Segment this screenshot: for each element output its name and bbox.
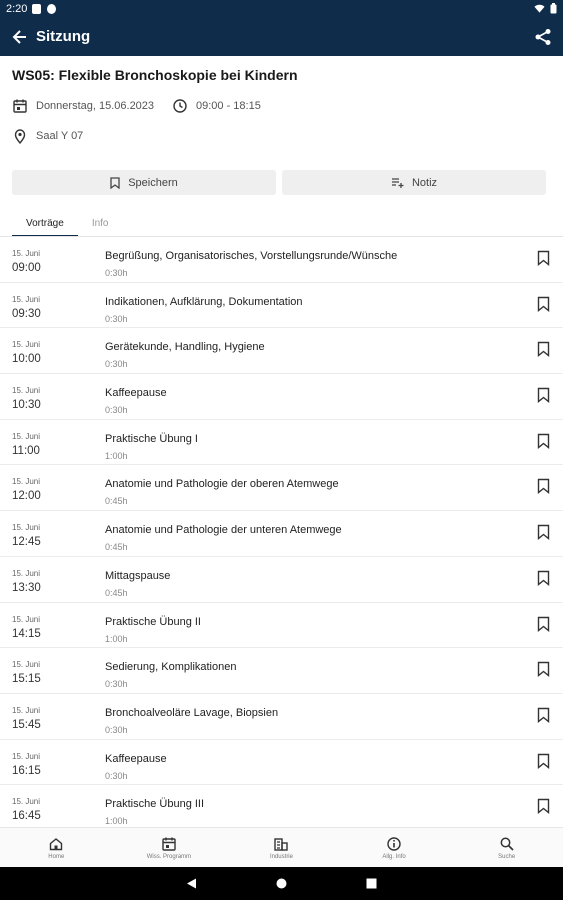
talk-time: 13:30	[12, 581, 41, 594]
talk-title: Praktische Übung I	[105, 432, 198, 445]
talk-duration: 0:45h	[105, 542, 128, 553]
talk-row[interactable]	[0, 420, 563, 466]
talk-time: 12:45	[12, 536, 41, 549]
session-tabs	[12, 212, 123, 237]
talk-duration: 1:00h	[105, 816, 128, 827]
talk-date: 15. Juni	[12, 797, 41, 807]
talk-time: 09:00	[12, 262, 41, 274]
share-icon[interactable]	[533, 27, 553, 47]
app-bar-title: Sitzung	[36, 28, 91, 45]
home-icon	[48, 836, 64, 852]
talk-row[interactable]	[0, 785, 563, 827]
bookmark-icon[interactable]	[537, 296, 550, 312]
talk-time: 09:30	[12, 307, 41, 320]
note-button-label: Notiz	[411, 176, 438, 189]
action-buttons	[12, 170, 546, 195]
bookmark-icon[interactable]	[537, 570, 550, 586]
system-home-icon[interactable]	[276, 878, 287, 889]
bookmark-icon[interactable]	[537, 616, 550, 632]
talk-row[interactable]	[0, 328, 563, 374]
nav-industry-label: Industrie	[269, 853, 293, 860]
talk-title: Praktische Übung III	[105, 798, 205, 811]
talk-title: Anatomie und Pathologie der oberen Atemwege	[105, 478, 339, 491]
talk-row[interactable]	[0, 283, 563, 329]
bookmark-icon[interactable]	[537, 478, 550, 494]
bookmark-icon[interactable]	[537, 433, 550, 449]
bookmark-icon[interactable]	[537, 387, 550, 403]
talk-time: 15:15	[12, 673, 41, 686]
note-add-icon	[391, 177, 404, 189]
talk-duration: 0:30h	[105, 359, 128, 370]
back-arrow-icon[interactable]	[10, 27, 30, 47]
sync-icon	[47, 4, 56, 14]
talk-row[interactable]	[0, 740, 563, 786]
talk-row[interactable]	[0, 511, 563, 557]
nav-general-info-label: Allg. Info	[382, 853, 406, 860]
talk-time: 15:45	[12, 718, 41, 731]
save-button-label: Speichern	[128, 176, 178, 189]
talk-date: 15. Juni	[12, 660, 41, 670]
talk-date: 15. Juni	[12, 294, 41, 304]
talk-duration: 0:30h	[105, 313, 128, 324]
nav-general-info[interactable]	[338, 828, 451, 867]
tab-info[interactable]: Info	[91, 218, 109, 229]
talk-date: 15. Juni	[12, 477, 41, 487]
bookmark-icon[interactable]	[537, 341, 550, 357]
status-time: 2:20	[6, 3, 28, 15]
talk-time: 11:00	[12, 444, 40, 457]
talk-time: 14:15	[12, 627, 41, 640]
nav-program-label: Wiss. Programm	[146, 853, 192, 860]
system-navigation-bar	[0, 867, 563, 900]
talk-time: 16:15	[12, 764, 41, 777]
talk-title: Begrüßung, Organisatorisches, Vorstellungsrunde/Wünsche	[105, 250, 398, 262]
nav-home[interactable]	[0, 828, 113, 867]
session-room-row	[12, 128, 83, 144]
session-date-row	[12, 98, 154, 114]
building-icon	[273, 836, 289, 852]
talk-duration: 0:30h	[105, 405, 128, 416]
talk-date: 15. Juni	[12, 340, 41, 350]
bottom-navigation	[0, 827, 563, 867]
talk-time: 10:00	[12, 353, 41, 366]
calendar-icon	[12, 98, 28, 114]
system-back-icon[interactable]	[186, 878, 197, 889]
talk-row[interactable]	[0, 648, 563, 694]
talk-row[interactable]	[0, 557, 563, 603]
talk-duration: 0:30h	[105, 724, 128, 735]
talk-title: Gerätekunde, Handling, Hygiene	[105, 341, 265, 354]
talk-title: Bronchoalveoläre Lavage, Biopsien	[105, 706, 279, 719]
session-date: Donnerstag, 15.06.2023	[36, 100, 155, 112]
talk-list	[0, 237, 563, 827]
note-button[interactable]	[282, 170, 546, 195]
info-icon	[386, 836, 402, 852]
talk-time: 12:00	[12, 490, 41, 503]
talk-duration: 0:45h	[105, 587, 128, 598]
talk-date: 15. Juni	[12, 249, 41, 258]
talk-duration: 1:00h	[105, 633, 128, 644]
talk-date: 15. Juni	[12, 568, 41, 578]
search-icon	[499, 836, 515, 852]
bookmark-icon[interactable]	[537, 753, 550, 769]
talk-date: 15. Juni	[12, 614, 41, 624]
talk-duration: 0:30h	[105, 679, 128, 690]
app-bar	[0, 18, 563, 56]
nav-industry[interactable]	[225, 828, 338, 867]
talk-title: Mittagspause	[105, 569, 171, 582]
bookmark-icon[interactable]	[537, 661, 550, 677]
system-recents-icon[interactable]	[366, 878, 377, 889]
talk-title: Kaffeepause	[105, 387, 167, 400]
talk-title: Anatomie und Pathologie der unteren Atemwege	[105, 524, 342, 537]
nav-home-label: Home	[48, 853, 65, 860]
wifi-icon	[534, 4, 545, 14]
talk-date: 15. Juni	[12, 705, 41, 715]
talk-date: 15. Juni	[12, 431, 41, 441]
talk-time: 16:45	[12, 810, 41, 823]
talk-row[interactable]	[0, 465, 563, 511]
session-title: WS05: Flexible Bronchoskopie bei Kindern	[12, 67, 298, 83]
bookmark-icon	[110, 177, 120, 189]
save-button[interactable]	[12, 170, 276, 195]
session-time: 09:00 - 18:15	[196, 100, 261, 112]
location-pin-icon	[12, 128, 28, 144]
tab-talks[interactable]: Vorträge	[12, 212, 78, 237]
talk-title: Sedierung, Komplikationen	[105, 661, 237, 674]
bookmark-icon[interactable]	[537, 798, 550, 814]
talk-date: 15. Juni	[12, 751, 41, 761]
talk-duration: 0:30h	[105, 770, 128, 781]
talk-duration: 0:45h	[105, 496, 128, 507]
session-time-row	[172, 98, 261, 114]
calendar-icon	[161, 836, 177, 852]
nav-program[interactable]	[113, 828, 226, 867]
nav-search-label: Suche	[498, 853, 516, 860]
talk-duration: 0:30h	[105, 268, 128, 278]
bookmark-icon[interactable]	[537, 250, 550, 266]
notification-icon	[32, 4, 41, 14]
bookmark-icon[interactable]	[537, 524, 550, 540]
talk-date: 15. Juni	[12, 523, 41, 533]
talk-row[interactable]	[0, 237, 563, 283]
session-room: Saal Y 07	[36, 130, 84, 142]
bookmark-icon[interactable]	[537, 707, 550, 723]
status-bar	[0, 0, 563, 18]
nav-search[interactable]	[450, 828, 563, 867]
talk-time: 10:30	[12, 399, 41, 412]
talk-title: Indikationen, Aufklärung, Dokumentation	[105, 295, 303, 308]
clock-icon	[172, 98, 188, 114]
talk-row[interactable]	[0, 374, 563, 420]
talk-row[interactable]	[0, 603, 563, 649]
talk-title: Kaffeepause	[105, 752, 167, 765]
talk-title: Praktische Übung II	[105, 615, 201, 628]
talk-date: 15. Juni	[12, 386, 41, 396]
battery-icon	[550, 3, 557, 14]
talk-row[interactable]	[0, 694, 563, 740]
talk-duration: 1:00h	[105, 450, 128, 461]
